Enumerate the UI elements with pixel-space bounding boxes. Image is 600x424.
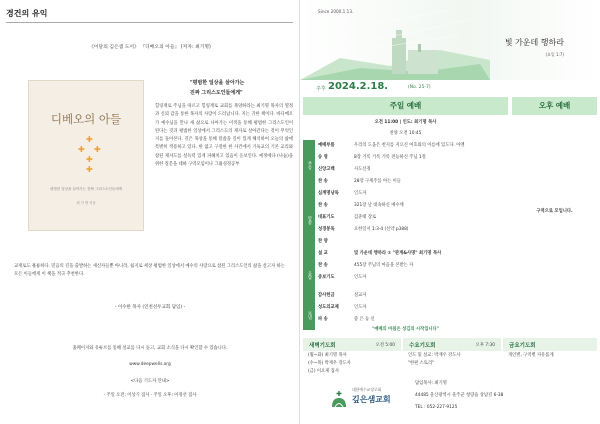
afternoon-service-header: 오후 예배 xyxy=(512,97,597,115)
list-item: 십계명낭독 인도자 xyxy=(318,191,367,196)
church-logo xyxy=(330,390,348,408)
date-prefix: 주후 xyxy=(316,86,326,92)
website-link[interactable]: www.deepwells.org xyxy=(129,362,171,367)
list-item: 감사헌금 설교자 xyxy=(318,293,367,298)
book-review-text-continued: 교재로도 훌륭하다. 믿음의 길을 출발하는 새신자들뿐 아니라, 쉽지로 세상 평범한 일상에서 예수의 사랑으로 참된 그리스도인의 삶을 살고자 하는 모든 이들에게 이 책을 적극 추천한다. xyxy=(14,264,285,278)
list-item: 찬 송 321장 날 대속하신 예수께 xyxy=(318,203,404,208)
list-item: 파 송 좋 은 등 신 xyxy=(318,317,375,322)
quote-heading: "평범한 일상을 살아가는 진짜 그리스도인들에게" xyxy=(190,80,245,96)
pastor-name: 담임목사: 최기명 xyxy=(415,381,447,386)
church-phone: TEL : 052-227-9125 xyxy=(415,405,458,410)
list-item: 찬 송 28장 구세주를 아는 이들 xyxy=(318,179,401,184)
church-name: 깊은샘교회 xyxy=(352,395,391,404)
section-header: 경건의 유익 xyxy=(6,9,48,18)
choir-time: 찬양 오전 10:45 xyxy=(389,131,422,136)
list-item: 신앙고백 사도신경 xyxy=(318,167,371,172)
list-item: 중보기도 인도자 xyxy=(318,275,367,280)
issue-number: (No. 25-7) xyxy=(408,85,431,90)
list-item: 송 영 8장 거룩 거룩 거룩 전능하신 주님 1절 xyxy=(318,155,426,160)
closing-line: "예배의 마침은 성김의 시작입니다" xyxy=(371,327,440,332)
list-item: 성도의교제 인도자 xyxy=(318,305,367,310)
sunday-service-header: 주일 예배 xyxy=(303,97,508,115)
list-item: 예배부름 우리의 도움은 천지를 지으신 여호와의 이름에 있도다. 아멘 xyxy=(318,143,465,148)
right-page xyxy=(300,0,600,424)
list-item: 찬 양 xyxy=(318,239,328,244)
book-cover xyxy=(28,80,144,231)
service-time: 오전 11:00 | 인도: 최기명 목사 xyxy=(374,120,437,125)
side-label-send: 보냄 xyxy=(303,300,315,330)
book-review-text: 힐링재로 주님을 따르고 힐링재로 교회를 목양하라는 최기명 목사의 열정과 신뢰 감을 통한 목자의 사랑이 드러납니다. 지는 귀한 책이다. 바디매오가 예수님을 만나 새 삶으로 나아가는 이적을 통해 평범한 그리스도인이 된다는 것과 평범한 일상에서 그리스도의 제자로 살아간다는 것이 무엇인지를 돌아본다. 길은 목상을 통해 말씀을 깊이 있게 해석하여 오늘의 삶에 특별히 적용하고 있다. 한 없고 구절한 한 사건에서 기독교의 기본 교리와 참된 제자도를 설득력 있게 파헤치고 있음이 돋보인다. 예정에다 (나눔)을 위한 질문을 대하 구역모임이나 그룹성경공부 xyxy=(155,104,293,168)
church-address: 44485 울산광역시 울주군 청량읍 상남길 6-38 xyxy=(415,393,504,398)
list-item: 찬 송 455장 주님의 마음을 본받는 자 xyxy=(318,263,414,268)
side-label-response: 응답 xyxy=(303,250,315,300)
book-recommendation-subtitle: 《이달의 김은샘 도서》 『디베오의 아들』 (저자: 최기명) xyxy=(89,45,211,50)
sermon-series-title: 빛 가운데 행하라 xyxy=(504,38,564,47)
friday-prayer-header: 금요기도회 xyxy=(503,338,597,351)
scripture-reference: (요일 1:7) xyxy=(545,52,564,57)
cross-icon: ✚ ✚ ✚ ✚ ✚ xyxy=(78,135,101,174)
list-item: 대표기도 김준태 장로 xyxy=(318,215,377,220)
list-item: 설 교 빛 가운데 행하라 ① "관계&사명" 최기명 목사 xyxy=(318,251,442,256)
review-signature: - 이수한 목사 (인천선두교회 담임) - xyxy=(114,305,186,310)
since-label: Since 2000.1.13. xyxy=(318,9,354,14)
next-week-prayer: - 주일 오전: 이상기 집사 · 주일 오후: 이경선 집사 xyxy=(103,393,197,398)
list-item: 성경봉독 요한일서 1:3-4 (신약 p388) xyxy=(318,227,409,232)
service-date: 2024.2.18. xyxy=(328,81,389,92)
wednesday-prayer-info: 인도 및 설교: 박재우 강도사 "한편 스토리" xyxy=(408,353,461,366)
next-week-label: <다음 기도자 안내> xyxy=(130,379,170,384)
book-author: 최 기 명 지음 xyxy=(76,201,96,205)
side-label-word: 말씀 xyxy=(303,190,315,250)
dawn-prayer-leaders: (월~화) 최기명 목사 (수~목) 박재우 강도사 (금) 이요제 집사 xyxy=(308,353,351,374)
footer-note: 홈페이지와 유튜브를 통해 설교를 다시 듣고, 교회 소식을 다시 확인할 수 있습니다. xyxy=(72,346,228,351)
afternoon-note: 구역으로 모입니다. xyxy=(536,209,573,214)
book-title: 디베오의 아들 xyxy=(50,112,122,126)
denomination: 대한예수교장로회 xyxy=(352,387,382,392)
wednesday-prayer-header: 수요기도회 오후 7:30 xyxy=(403,338,501,351)
friday-prayer-info: 개인별, 구역별 자유롭게 xyxy=(508,353,554,358)
book-subtitle: 평범한 일상을 살아가는 진짜 그리스도인들에게 xyxy=(49,187,123,191)
side-label-worship: 부름 xyxy=(303,140,315,190)
divider xyxy=(6,22,293,23)
dawn-prayer-header: 새벽기도회 오전 5:00 xyxy=(303,338,401,351)
